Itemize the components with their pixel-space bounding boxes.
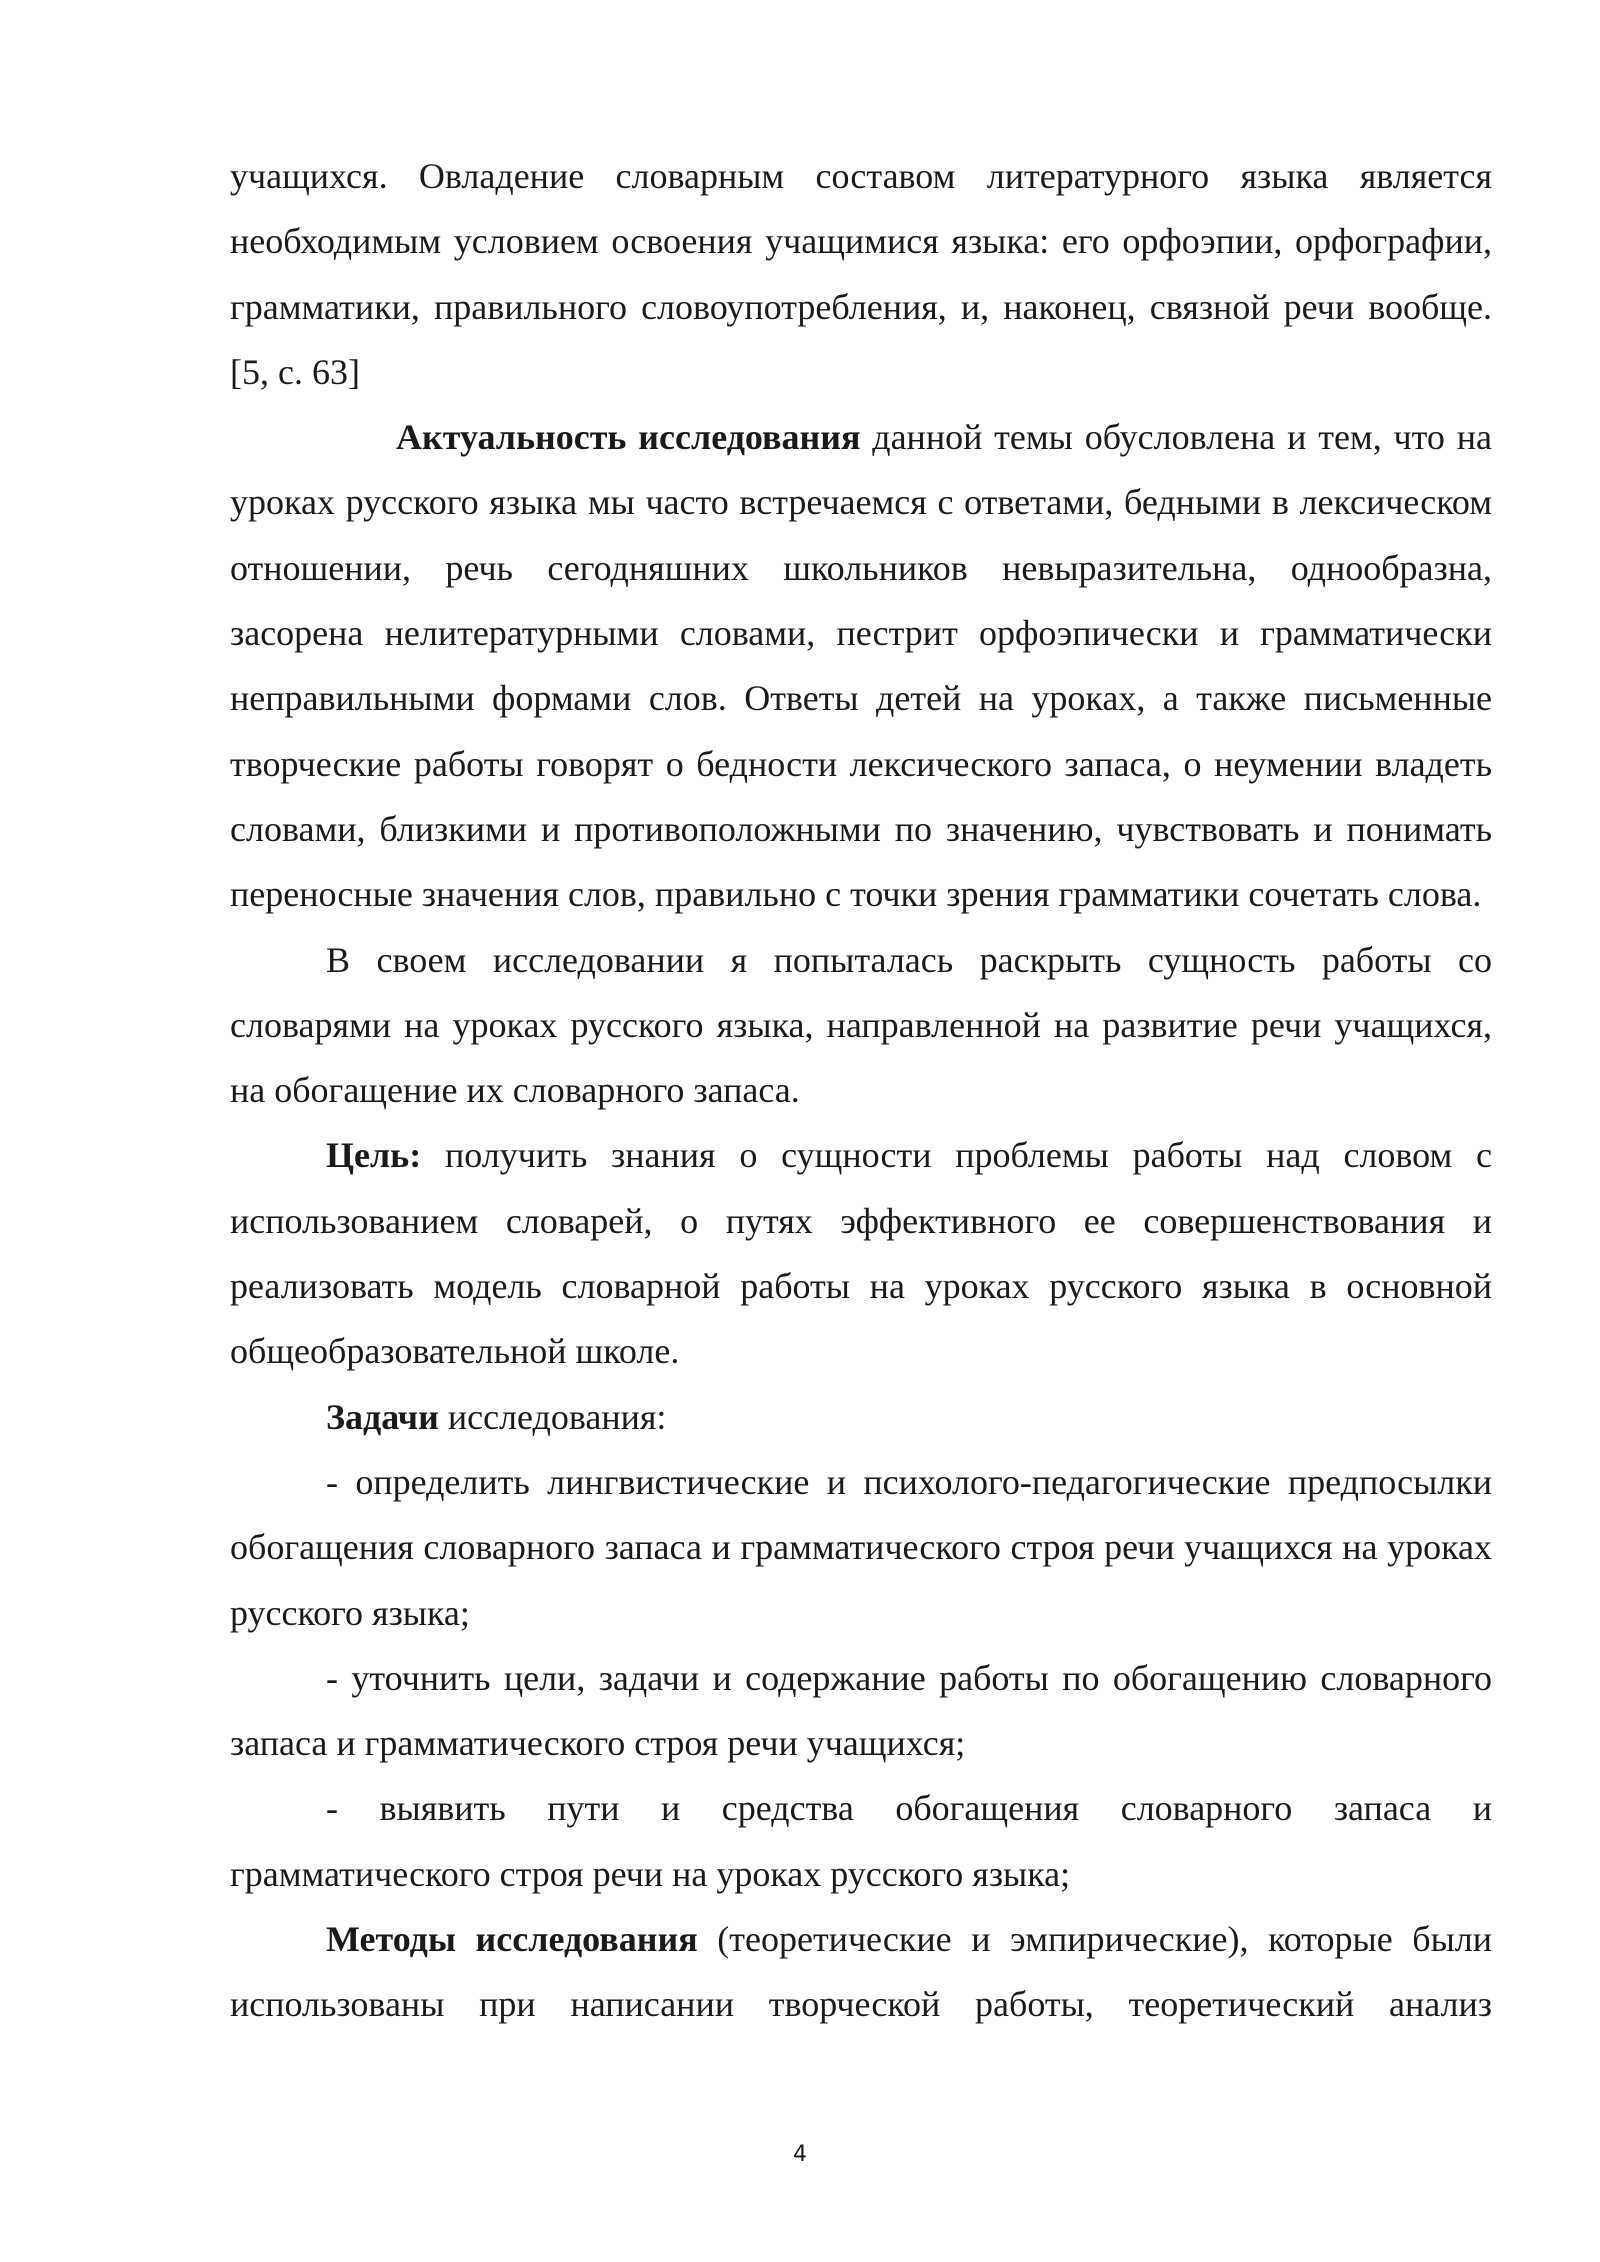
paragraph-intro-continued: учащихся. Овладение словарным составом литературного языка является необходимым условием освоения учащимися языка: его орфоэпии, орфографии, грамматики, правильного словоупотребления, и, наконец, связной речи вообще. [5, с. 63] [230, 156, 1492, 392]
document-body [230, 144, 1492, 2038]
task-item-3: - выявить пути и средства обогащения словарного запаса и грамматического строя речи на уроках русского языка; [230, 1788, 1492, 1894]
goal-heading: Цель: [326, 1135, 422, 1176]
paragraph-methods [230, 1907, 1492, 2038]
task-item-2: - уточнить цели, задачи и содержание работы по обогащению словарного запаса и грамматического строя речи учащихся; [230, 1657, 1492, 1764]
methods-heading: Методы исследования [326, 1919, 698, 1960]
task-item-1: - определить лингвистические и психолого-педагогические предпосылки обогащения словарного запаса и грамматического строя речи учащихся на уроках русского языка; [230, 1461, 1492, 1633]
relevance-heading: Актуальность исследования [396, 417, 861, 458]
tasks-heading: Задачи [326, 1396, 439, 1437]
paragraph-relevance [230, 405, 1492, 927]
methods-text: (теоретические и эмпирические), которые были использованы при написании творческой работы, теоретический анализ [230, 1919, 1493, 2025]
tasks-text: исследования: [438, 1396, 667, 1437]
goal-text: получить знания о сущности проблемы работы над словом с использованием словарей, о путях эффективного ее совершенствования и реализовать модель словарной работы на уроках русского языка в основной общеобразовательной школе. [230, 1135, 1492, 1372]
page-number: 4 [793, 2142, 807, 2167]
relevance-text: данной темы обусловлена и тем, что на уроках русского языка мы часто встречаемся с ответами, бедными в лексическом отношении, речь сегодняшних школьников невыразительна, однообразна, засорена нелитературными словами, пестрит орфоэпически и грамматически неправильными формами слов. Ответы детей на уроках, а также письменные творческие работы говорят о бедности лексического запаса, о неумении владеть словами, близкими и противоположными по значению, чувствовать и понимать переносные значения слов, правильно с точки зрения грамматики сочетать слова. [230, 417, 1492, 915]
paragraph-tasks [230, 1385, 1492, 1450]
paragraph-goal [230, 1123, 1492, 1384]
paragraph-research-scope: В своем исследовании я попыталась раскрыть сущность работы со словарями на уроках русского языка, направленной на развитие речи учащихся, на обогащение их словарного запаса. [230, 939, 1492, 1111]
